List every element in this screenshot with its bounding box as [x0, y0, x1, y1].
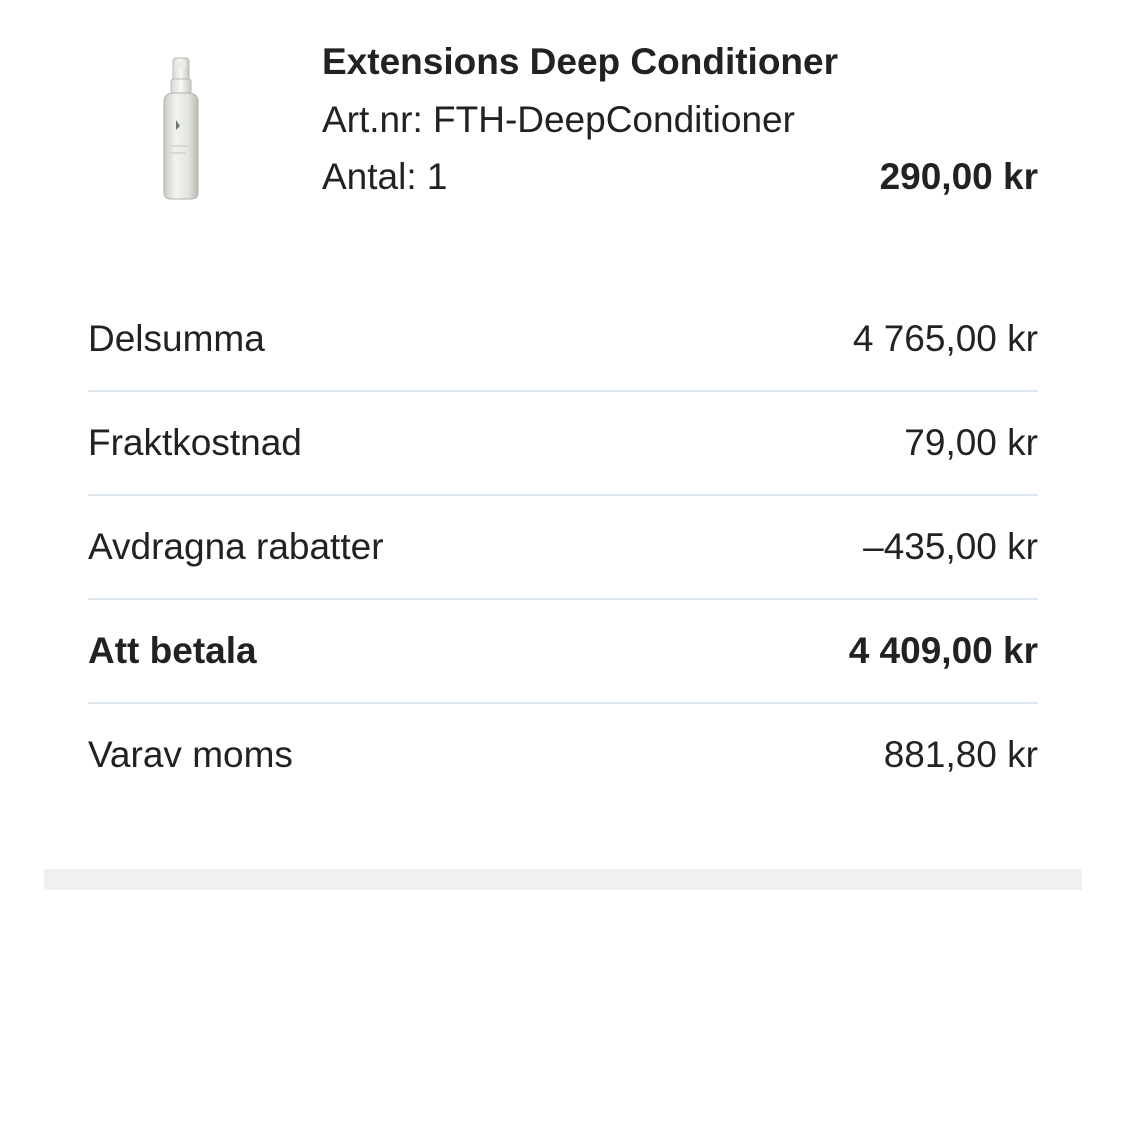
summary-value: 79,00 kr [904, 422, 1038, 463]
spray-bottle-icon [150, 50, 210, 205]
summary-row-discounts [88, 496, 1038, 600]
summary-value: 4 765,00 kr [852, 318, 1038, 359]
product-sku: Art.nr: FTH-DeepConditioner [322, 99, 795, 140]
section-divider-bar [44, 869, 1082, 890]
product-title[interactable]: Extensions Deep Conditioner [322, 41, 839, 82]
summary-row-subtotal [88, 288, 1038, 392]
order-summary [88, 288, 1038, 806]
summary-value: 4 409,00 kr [848, 630, 1038, 671]
summary-label: Fraktkostnad [88, 422, 302, 463]
product-quantity: Antal: 1 [322, 156, 448, 197]
summary-label: Avdragna rabatter [88, 526, 384, 567]
summary-row-shipping [88, 392, 1038, 496]
summary-label: Delsumma [88, 318, 265, 359]
product-price: 290,00 kr [879, 156, 1038, 197]
summary-row-total [88, 600, 1038, 704]
summary-row-vat [88, 704, 1038, 806]
summary-value: –435,00 kr [863, 526, 1038, 567]
summary-label: Varav moms [88, 734, 293, 775]
cart-line-item [0, 0, 1125, 230]
summary-label: Att betala [88, 630, 257, 671]
summary-value: 881,80 kr [883, 734, 1038, 775]
